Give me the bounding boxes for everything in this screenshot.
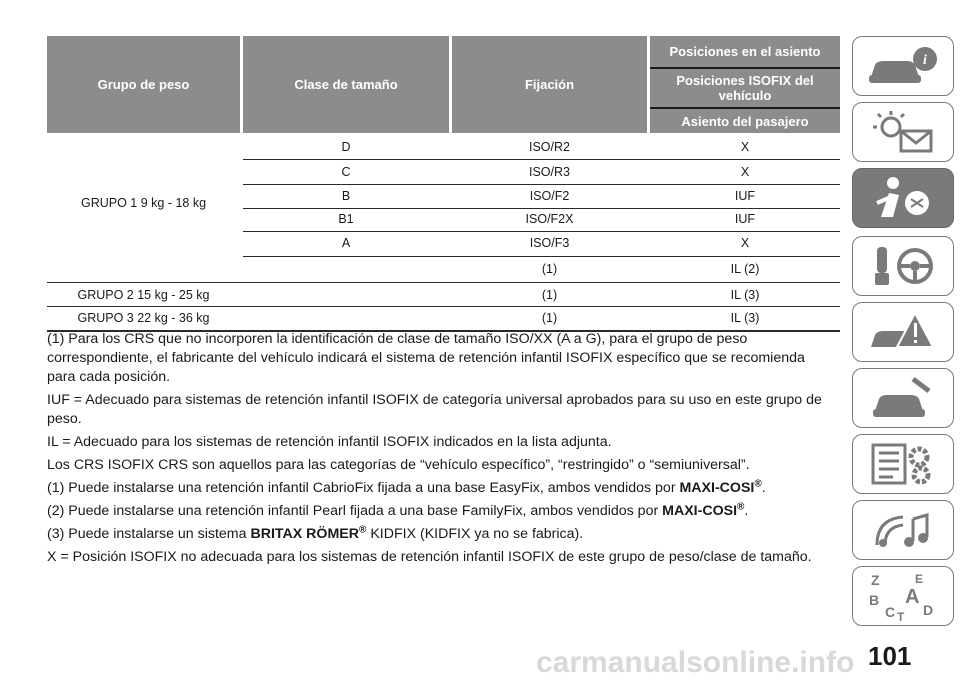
seat-cell: X xyxy=(740,236,750,250)
watermark: carmanualsonline.info xyxy=(536,646,855,679)
fix-cell: (1) xyxy=(541,262,558,276)
dashboard-lights-icon xyxy=(863,107,943,157)
table-row xyxy=(47,135,840,159)
table-row xyxy=(47,257,840,281)
car-service-icon xyxy=(863,373,943,423)
tab-car-info[interactable] xyxy=(852,36,954,96)
note-pearl: (2) Puede instalarse una retención infantil Pearl fijada a una base FamilyFix, ambos vendidos por MAXI-COSI®. xyxy=(47,501,749,519)
note-crs: Los CRS ISOFIX CRS son aquellos para las categorías de “vehículo específico”, “restringido” o “semiuniversal”. xyxy=(47,457,750,473)
seat-cell: X xyxy=(740,140,750,154)
fix-cell: ISO/F3 xyxy=(529,236,570,250)
fix-cell: (1) xyxy=(541,288,558,302)
size-cell: A xyxy=(341,236,351,250)
header-positions: Posiciones en el asiento xyxy=(650,36,840,67)
group-cell: GRUPO 2 15 kg - 25 kg xyxy=(77,288,210,302)
tab-starting-driving[interactable] xyxy=(852,236,954,296)
header-fixation: Fijación xyxy=(452,36,647,133)
tab-service[interactable] xyxy=(852,368,954,428)
tab-index[interactable] xyxy=(852,566,954,626)
header-isofix-positions: Posiciones ISOFIX del vehículo xyxy=(650,69,840,107)
note-il: IL = Adecuado para los sistemas de retención infantil ISOFIX indicados en la lista adjunta. xyxy=(47,434,612,450)
fix-cell: ISO/R3 xyxy=(529,165,570,179)
car-warning-icon xyxy=(863,307,943,357)
key-steering-icon xyxy=(863,241,943,291)
size-cell: C xyxy=(341,165,351,179)
tab-specs[interactable] xyxy=(852,434,954,494)
tab-dashboard-lights[interactable] xyxy=(852,102,954,162)
note-iuf: IUF = Adecuado para sistemas de retención infantil ISOFIX de categoría universal aprobados para su uso en este grupo de peso. xyxy=(47,392,822,427)
note-cabriofix: (1) Puede instalarse una retención infantil CabrioFix fijada a una base EasyFix, ambos vendidos por MAXI-COSI®. xyxy=(47,478,766,496)
svg-text:B: B xyxy=(869,592,880,608)
fix-cell: ISO/R2 xyxy=(529,140,570,154)
fix-cell: (1) xyxy=(541,311,558,325)
table-row xyxy=(47,231,840,255)
size-cell xyxy=(243,257,449,281)
table-row xyxy=(47,306,840,330)
svg-text:A: A xyxy=(905,586,920,608)
table-row xyxy=(47,160,840,184)
page-number: 101 xyxy=(868,641,912,671)
notes xyxy=(47,330,837,571)
seat-cell: IL (2) xyxy=(730,262,760,276)
seat-cell: IUF xyxy=(734,189,756,203)
svg-text:C: C xyxy=(885,604,896,620)
table-row xyxy=(47,207,840,231)
seat-cell: X xyxy=(740,165,750,179)
note-x: X = Posición ISOFIX no adecuada para los sistemas de retención infantil ISOFIX de este grupo de peso/clase de tamaño. xyxy=(47,549,812,565)
airbag-seat-icon xyxy=(863,173,943,223)
note-britax: (3) Puede instalarse un sistema BRITAX RÖMER® KIDFIX (KIDFIX ya no se fabrica). xyxy=(47,524,584,542)
car-info-icon xyxy=(863,41,943,91)
multimedia-icon xyxy=(863,505,943,555)
svg-text:E: E xyxy=(915,572,924,586)
note-size-class: (1) Para los CRS que no incorporen la identificación de clase de tamaño ISO/XX (A a G), para el grupo de peso correspondiente, el fabricante del vehículo indicará el sistema de retención infantil ISOFIX específico que se recomienda para cada posición. xyxy=(47,331,805,385)
seat-cell: IL (3) xyxy=(730,311,760,325)
alphabet-index-icon xyxy=(863,569,943,623)
seat-cell: IUF xyxy=(734,212,756,226)
svg-text:T: T xyxy=(897,610,905,623)
header-weight-group: Grupo de peso xyxy=(47,36,240,133)
table-row xyxy=(47,283,840,307)
tab-emergency[interactable] xyxy=(852,302,954,362)
seat-cell: IL (3) xyxy=(730,288,760,302)
tab-multimedia[interactable] xyxy=(852,500,954,560)
specs-gears-icon xyxy=(863,439,943,489)
svg-text:D: D xyxy=(923,602,934,618)
svg-text:Z: Z xyxy=(871,572,880,588)
header-size-class: Clase de tamaño xyxy=(243,36,449,133)
svg-text:i: i xyxy=(923,53,927,68)
fix-cell: ISO/F2X xyxy=(525,212,574,226)
size-cell: B xyxy=(341,189,351,203)
tab-safety[interactable] xyxy=(852,168,954,228)
header-passenger-seat: Asiento del pasajero xyxy=(650,109,840,133)
group1-label: GRUPO 1 9 kg - 18 kg xyxy=(80,196,207,210)
table-header xyxy=(47,36,840,133)
fix-cell: ISO/F2 xyxy=(529,189,570,203)
size-cell: B1 xyxy=(338,212,354,226)
table-row xyxy=(47,184,840,208)
group-cell: GRUPO 3 22 kg - 36 kg xyxy=(77,311,210,325)
size-cell: D xyxy=(341,140,351,154)
